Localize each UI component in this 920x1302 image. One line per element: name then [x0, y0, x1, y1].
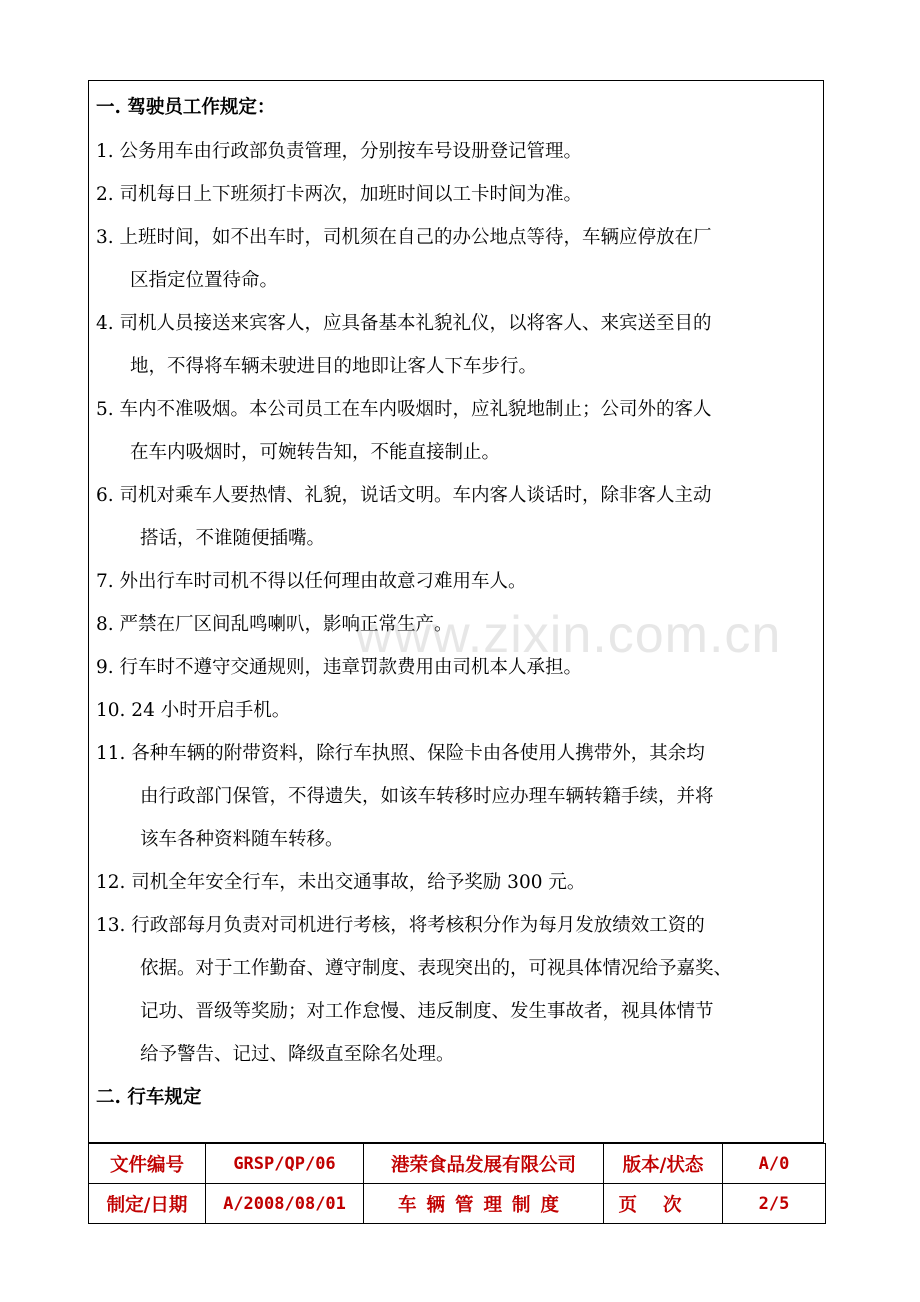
rule-item	[96, 130, 824, 173]
document-title: 车辆管理制度	[364, 1184, 604, 1224]
rule-item	[96, 904, 824, 1076]
rule-item	[96, 560, 824, 603]
document-body	[96, 86, 824, 1120]
rule-line-first: 11. 各种车辆的附带资料，除行车执照、保险卡由各使用人携带外，其余均	[96, 743, 705, 764]
rule-line-first: 1. 公务用车由行政部负责管理，分别按车号设册登记管理。	[96, 141, 583, 162]
rule-item	[96, 388, 824, 474]
date-value: A/2008/08/01	[206, 1184, 364, 1224]
rule-line-continuation: 由行政部门保管，不得遗失，如该车转移时应办理车辆转籍手续，并将	[140, 786, 714, 807]
version-value: A/0	[723, 1144, 826, 1184]
rule-line-first: 8. 严禁在厂区间乱鸣喇叭，影响正常生产。	[96, 614, 453, 635]
rule-item	[96, 474, 824, 560]
rule-line-continuation: 记功、晋级等奖励；对工作怠慢、违反制度、发生事故者，视具体情节	[140, 1001, 714, 1022]
rule-line-first: 13. 行政部每月负责对司机进行考核，将考核积分作为每月发放绩效工资的	[96, 915, 705, 936]
rule-line-continuation: 搭话，不谁随便插嘴。	[140, 528, 326, 549]
rule-item	[96, 861, 824, 904]
rule-item	[96, 603, 824, 646]
rules-list	[96, 130, 824, 1076]
page-label: 页次	[604, 1184, 723, 1224]
rule-item	[96, 646, 824, 689]
rule-line-first: 4. 司机人员接送来宾客人，应具备基本礼貌礼仪，以将客人、来宾送至目的	[96, 313, 712, 334]
rule-line-continuation: 该车各种资料随车转移。	[140, 829, 344, 850]
footer-row-1	[89, 1144, 826, 1184]
doc-number-value: GRSP/QP/06	[206, 1144, 364, 1184]
rule-line-first: 3. 上班时间，如不出车时，司机须在自己的办公地点等待，车辆应停放在厂	[96, 227, 712, 248]
rule-line-continuation: 在车内吸烟时，可婉转告知，不能直接制止。	[130, 442, 501, 463]
rule-line-first: 7. 外出行车时司机不得以任何理由故意刁难用车人。	[96, 571, 527, 592]
footer-row-2	[89, 1184, 826, 1224]
section-1-title: 一. 驾驶员工作规定：	[96, 97, 276, 118]
doc-number-label: 文件编号	[89, 1144, 206, 1184]
rule-line-first: 5. 车内不准吸烟。本公司员工在车内吸烟时，应礼貌地制止；公司外的客人	[96, 399, 712, 420]
rule-line-continuation: 给予警告、记过、降级直至除名处理。	[140, 1044, 455, 1065]
rule-item	[96, 216, 824, 302]
version-label: 版本/状态	[604, 1144, 723, 1184]
rule-line-continuation: 区指定位置待命。	[130, 270, 279, 291]
section-2-title: 二. 行车规定	[96, 1087, 202, 1108]
rule-line-first: 2. 司机每日上下班须打卡两次，加班时间以工卡时间为准。	[96, 184, 583, 205]
rule-line-first: 9. 行车时不遵守交通规则，违章罚款费用由司机本人承担。	[96, 657, 583, 678]
rule-line-continuation: 依据。对于工作勤奋、遵守制度、表现突出的，可视具体情况给予嘉奖、	[140, 958, 733, 979]
rule-line-first: 12. 司机全年安全行车，未出交通事故，给予奖励 300 元。	[96, 872, 586, 893]
rule-line-first: 10. 24 小时开启手机。	[96, 700, 291, 721]
rule-item	[96, 732, 824, 861]
rule-item	[96, 173, 824, 216]
document-footer-table	[88, 1143, 826, 1224]
rule-item	[96, 302, 824, 388]
page-value: 2/5	[723, 1184, 826, 1224]
watermark: www.zixin.com.cn	[355, 606, 782, 664]
rule-line-continuation: 地，不得将车辆未驶进目的地即让客人下车步行。	[130, 356, 538, 377]
rule-line-first: 6. 司机对乘车人要热情、礼貌，说话文明。车内客人谈话时，除非客人主动	[96, 485, 712, 506]
company-name: 港荣食品发展有限公司	[364, 1144, 604, 1184]
rule-item	[96, 689, 824, 732]
date-label: 制定/日期	[89, 1184, 206, 1224]
